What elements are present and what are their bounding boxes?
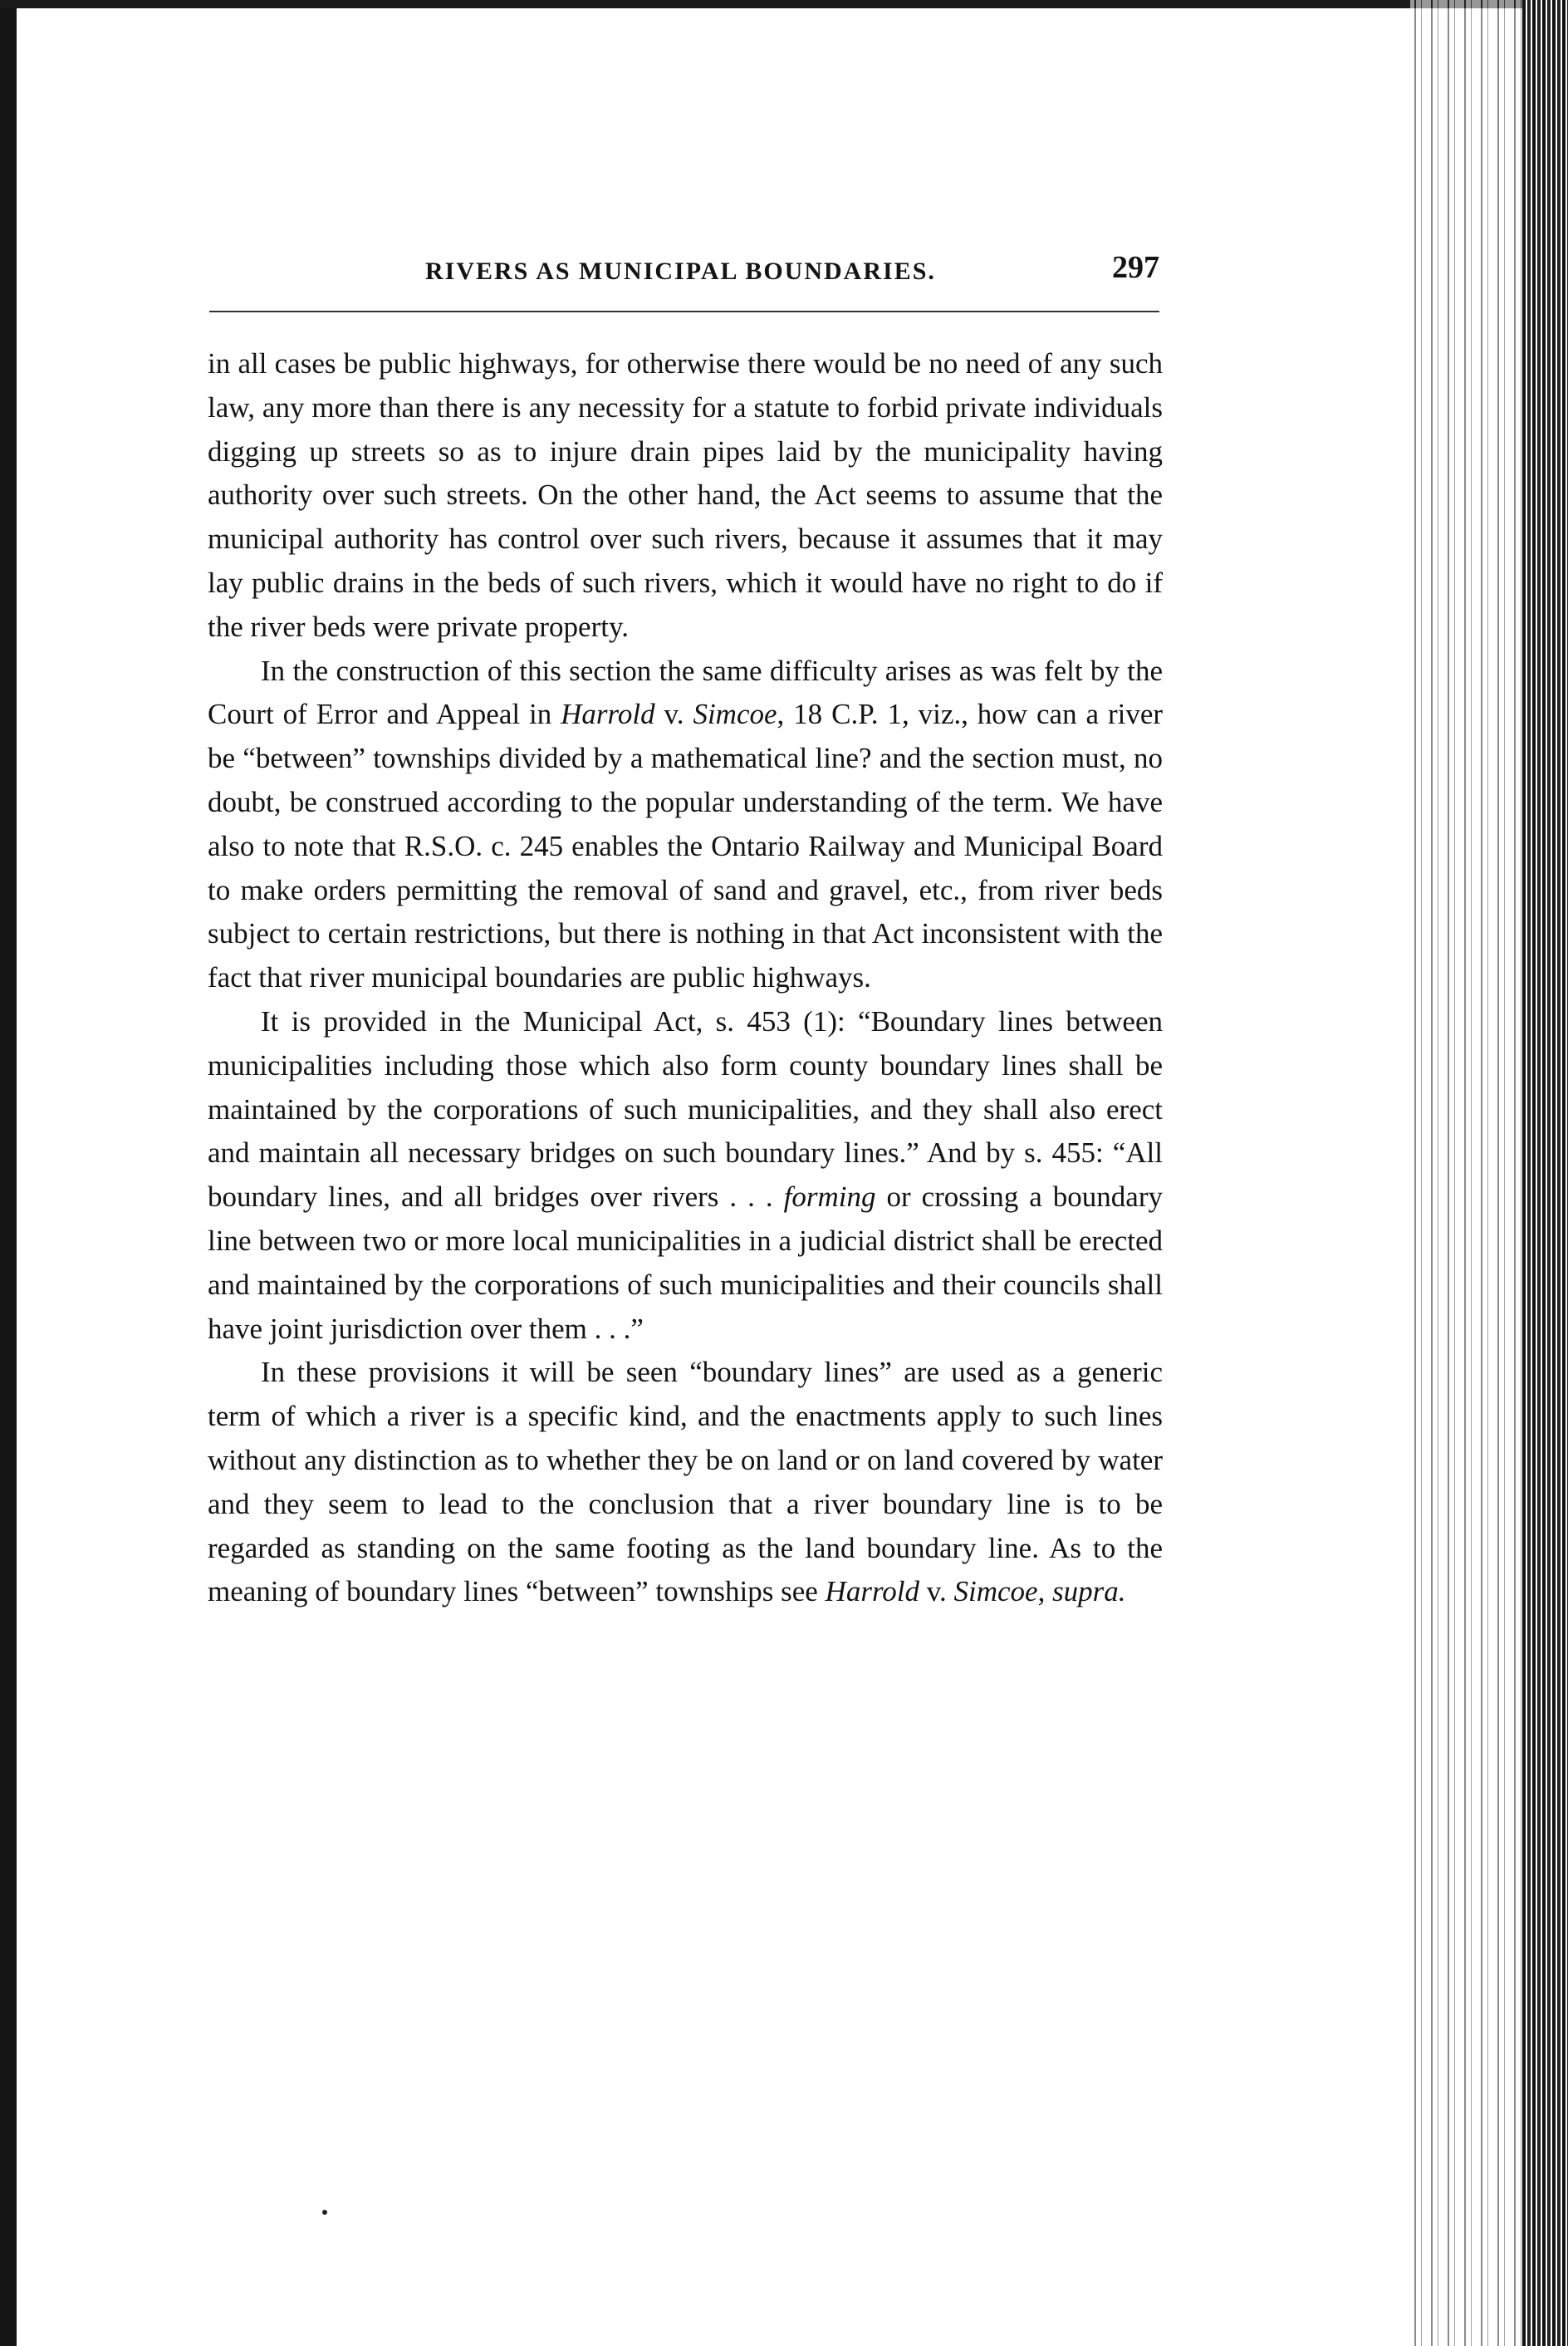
- italic-text-segment: Simcoe: [953, 1575, 1038, 1608]
- text-segment: , 18 C.P. 1, viz., how can a river be “between” townships divided by a mathematical line? and the section must, no doubt, be construed according to the popular understanding of the term. We have also to note that R.S.O. c. 245 enables the Ontario Railway and Municipal Board to make orders permitting the removal of sand and gravel, etc., from river beds subject to certain restrictions, but there is nothing in that Act inconsistent with the fact that river municipal boundaries are public highways.: [208, 698, 1164, 994]
- italic-text-segment: Harrold: [825, 1575, 919, 1608]
- italic-text-segment: Harrold: [561, 698, 655, 731]
- header-rule: [209, 311, 1159, 312]
- text-segment: or crossing a boundary line between two or more local municipalities in a judicial district shall be erected and maintained by the corporations of such municipalities and their councils shall have joint jurisdiction over them . . .”: [208, 1180, 1163, 1345]
- italic-text-segment: supra.: [1052, 1575, 1126, 1608]
- text-segment: It is provided in the Municipal Act, s. 453 (1): “Boundary lines between municipalities including those which also form county boundary lines shall be maintained by the corporations of such municipalities, and they shall also erect and maintain all necessary bridges on such boundary lines.” And by s. 455: “All boundary lines, and all bridges over rivers . . .: [208, 1004, 1163, 1214]
- stray-ink-mark: [322, 2210, 327, 2215]
- paragraph: [208, 342, 1163, 650]
- page-number: 297: [1112, 250, 1159, 285]
- text-segment: In the construction of this section the same difficulty arises as was felt by the Court of Error and Appeal in: [208, 654, 1163, 731]
- running-title: RIVERS AS MUNICIPAL BOUNDARIES.: [425, 258, 936, 285]
- text-segment: ,: [1037, 1575, 1053, 1608]
- paragraph: [208, 1351, 1163, 1614]
- italic-text-segment: forming: [783, 1180, 876, 1214]
- running-head: [209, 249, 1159, 299]
- body-text: [208, 342, 1163, 1614]
- paragraph: [208, 650, 1163, 1000]
- italic-text-segment: Simcoe: [693, 698, 777, 731]
- text-segment: In these provisions it will be seen “boundary lines” are used as a generic term of which a river is a specific kind, and the enactments apply to such lines without any distinction as to whether they be on land or on land covered by water and they seem to lead to the conclusion that a river boundary line is to be regarded as standing on the same footing as the land boundary line. As to the meaning of boundary lines “between” townships see: [208, 1356, 1163, 1608]
- paragraph: [208, 1000, 1163, 1351]
- text-segment: in all cases be public highways, for otherwise there would be no need of any such law, any more than there is any necessity for a statute to forbid private individuals digging up streets so as to injure drain pipes laid by the municipality having authority over such streets. On the other hand, the Act seems to assume that the municipal authority has control over such rivers, because it assumes that it may lay public drains in the beds of such rivers, which it would have no right to do if the river beds were private property.: [208, 347, 1163, 643]
- text-segment: v.: [654, 698, 693, 731]
- text-segment: v.: [919, 1575, 954, 1608]
